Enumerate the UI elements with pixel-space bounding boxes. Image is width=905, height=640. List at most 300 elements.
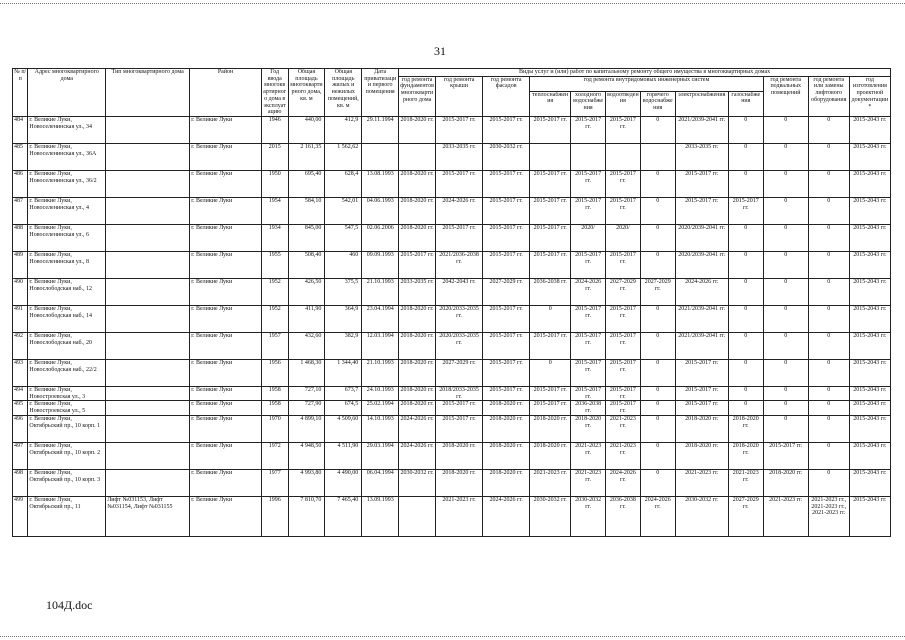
cell-year-built: 1957 xyxy=(261,333,288,360)
cell-hot: 0 xyxy=(640,469,675,496)
cell-house-type xyxy=(106,469,190,496)
cell-cold: 2015-2017 гг. xyxy=(571,333,606,360)
cell-no: 484 xyxy=(13,117,28,144)
cell-no: 487 xyxy=(13,198,28,225)
cell-sewer: 2021-2023 гг. xyxy=(606,415,641,442)
cell-elevator: 0 xyxy=(808,387,849,401)
cell-year-built: 1950 xyxy=(261,171,288,198)
cell-privatization: 23.04.1994 xyxy=(362,306,399,333)
cell-address: г. Великие Луки, Новослободская наб., 14 xyxy=(28,306,106,333)
cell-house-type xyxy=(106,387,190,401)
cell-hot xyxy=(640,144,675,171)
cell-gas: 2018-2020 гг. xyxy=(728,442,763,469)
cell-house-type xyxy=(106,225,190,252)
cell-fund: 2024-2026 гг. xyxy=(399,442,436,469)
cell-gas: 0 xyxy=(728,306,763,333)
cell-basement: 0 xyxy=(763,306,808,333)
cell-cold: 2024-2026 гг. xyxy=(571,279,606,306)
cell-facade: 2015-2017 гг. xyxy=(483,387,530,401)
cell-elevator: 0 xyxy=(808,401,849,415)
cell-cold: 2015-2017 гг. xyxy=(571,360,606,387)
cell-total-area: 695,40 xyxy=(288,171,325,198)
cell-basement: 0 xyxy=(763,144,808,171)
cell-basement: 0 xyxy=(763,279,808,306)
cell-roof: 2027-2029 гг. xyxy=(436,360,483,387)
cell-address: г. Великие Луки, Октябрьский пр., 10 корп. 3 xyxy=(28,469,106,496)
cell-year-built: 1952 xyxy=(261,279,288,306)
col-header-systems-group: год ремонта внутридомовых инженерных систем xyxy=(530,76,763,91)
cell-facade: 2015-2017 гг. xyxy=(483,225,530,252)
cell-sewer: 2015-2017 гг. xyxy=(606,401,641,415)
cell-docs: 2015-2043 гг. xyxy=(849,252,890,279)
cell-elevator: 0 xyxy=(808,333,849,360)
cell-basement: 0 xyxy=(763,252,808,279)
cell-elec: 2015-2017 гг. xyxy=(675,171,728,198)
cell-total-area: 426,50 xyxy=(288,279,325,306)
cell-district: г. Великие Луки xyxy=(190,387,262,401)
cell-docs: 2015-2043 гг. xyxy=(849,279,890,306)
cell-docs: 2015-2043 гг. xyxy=(849,496,890,536)
col-header-heat: теплоснабжения xyxy=(530,91,571,116)
cell-house-type xyxy=(106,252,190,279)
cell-roof: 2018-2020 гг. xyxy=(436,442,483,469)
cell-privatization: 21.10.1993 xyxy=(362,279,399,306)
cell-docs: 2015-2043 гг. xyxy=(849,469,890,496)
cell-elevator: 0 xyxy=(808,442,849,469)
cell-district: г. Великие Луки xyxy=(190,306,262,333)
cell-privatization: 13.08.1993 xyxy=(362,171,399,198)
col-header-services-group: Виды услуг и (или) работ по капитальному ремонту общего имущества в многоквартирных домах xyxy=(399,69,891,77)
cell-cold: 2015-2017 гг. xyxy=(571,198,606,225)
cell-house-type: Лифт №031153, Лифт №031154, Лифт №031155 xyxy=(106,496,190,536)
cell-total-area: 584,10 xyxy=(288,198,325,225)
cell-no: 496 xyxy=(13,415,28,442)
cell-privatization: 06.04.1994 xyxy=(362,469,399,496)
cell-no: 498 xyxy=(13,469,28,496)
cell-no: 495 xyxy=(13,401,28,415)
cell-district: г. Великие Луки xyxy=(190,279,262,306)
cell-elec: 2021/2039-2041 гг. xyxy=(675,333,728,360)
cell-hot: 0 xyxy=(640,306,675,333)
col-header-sewer: водоотведения xyxy=(606,91,641,116)
cell-elevator: 0 xyxy=(808,279,849,306)
cell-heat: 2030-2032 гг. xyxy=(530,496,571,536)
cell-living-area: 674,5 xyxy=(325,401,362,415)
cell-facade: 2015-2017 гг. xyxy=(483,360,530,387)
cell-hot: 0 xyxy=(640,198,675,225)
cell-year-built: 1954 xyxy=(261,198,288,225)
col-header-address: Адрес многоквартирного дома xyxy=(28,69,106,117)
cell-basement: 0 xyxy=(763,225,808,252)
cell-privatization: 29.03.1994 xyxy=(362,442,399,469)
cell-privatization: 02.06.2006 xyxy=(362,225,399,252)
cell-no: 486 xyxy=(13,171,28,198)
cell-heat: 0 xyxy=(530,360,571,387)
cell-heat: 2021-2023 гг. xyxy=(530,469,571,496)
cell-facade: 2024-2026 гг. xyxy=(483,496,530,536)
cell-hot: 2027-2029 гг. xyxy=(640,279,675,306)
cell-docs: 2015-2043 гг. xyxy=(849,171,890,198)
cell-hot: 0 xyxy=(640,401,675,415)
cell-cold: 2018-2020 гг. xyxy=(571,415,606,442)
cell-living-area: 4 511,90 xyxy=(325,442,362,469)
cell-gas: 0 xyxy=(728,252,763,279)
cell-gas: 2015-2017 гг. xyxy=(728,198,763,225)
cell-elevator: 0 xyxy=(808,225,849,252)
table-row xyxy=(13,117,891,144)
cell-docs: 2015-2043 гг. xyxy=(849,117,890,144)
cell-docs: 2015-2043 гг. xyxy=(849,333,890,360)
cell-cold: 2015-2017 гг. xyxy=(571,252,606,279)
cell-fund: 2018-2020 гг. xyxy=(399,171,436,198)
cell-gas: 0 xyxy=(728,333,763,360)
cell-elec: 2015-2017 гг. xyxy=(675,198,728,225)
col-header-year-built: Год ввода многоквартирного дома в эксплуатацию xyxy=(263,69,287,116)
cell-hot: 0 xyxy=(640,225,675,252)
cell-privatization: 04.06.1993 xyxy=(362,198,399,225)
cell-house-type xyxy=(106,415,190,442)
cell-privatization: 21.10.1993 xyxy=(362,360,399,387)
cell-year-built: 1977 xyxy=(261,469,288,496)
cell-heat xyxy=(530,144,571,171)
col-header-facade: год ремонта фасадов xyxy=(483,76,530,116)
cell-district: г. Великие Луки xyxy=(190,144,262,171)
cell-total-area: 4 948,50 xyxy=(288,442,325,469)
cell-privatization: 25.02.1994 xyxy=(362,401,399,415)
cell-hot: 0 xyxy=(640,333,675,360)
cell-privatization: 14.10.1993 xyxy=(362,415,399,442)
cell-elec: 2030-2032 гг. xyxy=(675,496,728,536)
cell-facade: 2018-2020 гг. xyxy=(483,415,530,442)
cell-gas: 2027-2029 гг. xyxy=(728,496,763,536)
cell-basement: 0 xyxy=(763,198,808,225)
cell-address: г. Великие Луки, Новослободская наб., 12 xyxy=(28,279,106,306)
cell-total-area: 727,10 xyxy=(288,387,325,401)
cell-elevator: 0 xyxy=(808,198,849,225)
cell-hot: 0 xyxy=(640,252,675,279)
cell-roof: 2015-2017 гг. xyxy=(436,225,483,252)
cell-no: 490 xyxy=(13,279,28,306)
cell-facade: 2018-2020 гг. xyxy=(483,401,530,415)
cell-living-area: 547,5 xyxy=(325,225,362,252)
cell-house-type xyxy=(106,171,190,198)
col-header-cold: холодного водоснабжения xyxy=(571,91,606,116)
col-header-privatization: Дата приватизации первого помещения xyxy=(362,69,399,117)
cell-fund: 2018-2020 гг. xyxy=(399,401,436,415)
cell-address: г. Великие Луки, Новоселенинская ул., 36А xyxy=(28,144,106,171)
cell-fund: 2018-2020 гг. xyxy=(399,387,436,401)
cell-district: г. Великие Луки xyxy=(190,415,262,442)
cell-house-type xyxy=(106,333,190,360)
cell-district: г. Великие Луки xyxy=(190,333,262,360)
cell-house-type xyxy=(106,279,190,306)
cell-living-area: 1 344,40 xyxy=(325,360,362,387)
table-row xyxy=(13,225,891,252)
col-header-roof: год ремонта крыши xyxy=(436,76,483,116)
cell-fund: 2024-2026 гг. xyxy=(399,415,436,442)
cell-elec: 2015-2017 гг. xyxy=(675,387,728,401)
cell-living-area: 673,7 xyxy=(325,387,362,401)
cell-basement: 2018-2020 гг. xyxy=(763,469,808,496)
cell-docs: 2015-2043 гг. xyxy=(849,144,890,171)
cell-living-area: 1 562,62 xyxy=(325,144,362,171)
cell-sewer: 2036-2038 гг. xyxy=(606,496,641,536)
cell-hot: 2024-2026 гг. xyxy=(640,496,675,536)
cell-roof: 2021/2036-2038 гг. xyxy=(436,252,483,279)
cell-address: г. Великие Луки, Новостроевская ул., 3 xyxy=(28,387,106,401)
cell-gas: 0 xyxy=(728,360,763,387)
cell-heat: 2018-2020 гг. xyxy=(530,442,571,469)
cell-total-area: 1 468,30 xyxy=(288,360,325,387)
cell-roof: 2015-2017 гг. xyxy=(436,415,483,442)
cell-year-built: 1946 xyxy=(261,117,288,144)
col-header-no: № п/п xyxy=(13,69,28,117)
col-header-hot: горячего водоснабжения xyxy=(640,91,675,116)
cell-basement: 0 xyxy=(763,415,808,442)
cell-cold: 2021-2023 гг. xyxy=(571,469,606,496)
col-header-elec: электроснабжения xyxy=(675,91,728,116)
cell-elec: 2020/2039-2041 гг. xyxy=(675,252,728,279)
cell-house-type xyxy=(106,401,190,415)
cell-year-built: 1958 xyxy=(261,401,288,415)
cell-district: г. Великие Луки xyxy=(190,252,262,279)
cell-fund: 2030-2032 гг. xyxy=(399,469,436,496)
cell-house-type xyxy=(106,306,190,333)
table-row xyxy=(13,279,891,306)
cell-sewer: 2015-2017 гг. xyxy=(606,117,641,144)
cell-roof: 2021-2023 гг. xyxy=(436,496,483,536)
cell-elec: 2021/2039-2041 гг. xyxy=(675,306,728,333)
cell-total-area: 727,90 xyxy=(288,401,325,415)
bottom-dotted-rule xyxy=(0,636,905,637)
cell-roof: 2018-2020 гг. xyxy=(436,469,483,496)
cell-elevator: 0 xyxy=(808,306,849,333)
cell-elevator: 0 xyxy=(808,415,849,442)
cell-docs: 2015-2043 гг. xyxy=(849,401,890,415)
table-row xyxy=(13,469,891,496)
cell-gas: 0 xyxy=(728,279,763,306)
cell-year-built: 1956 xyxy=(261,360,288,387)
cell-facade: 2018-2020 гг. xyxy=(483,442,530,469)
cell-sewer: 2015-2017 гг. xyxy=(606,171,641,198)
cell-facade: 2015-2017 гг. xyxy=(483,252,530,279)
cell-hot: 0 xyxy=(640,415,675,442)
col-header-basement: год ремонта подвальных помещений xyxy=(763,76,808,116)
table-row xyxy=(13,387,891,401)
cell-elevator: 0 xyxy=(808,360,849,387)
cell-docs: 2015-2043 гг. xyxy=(849,442,890,469)
cell-elec: 2024-2026 гг. xyxy=(675,279,728,306)
cell-roof: 2020/2033-2035 гг. xyxy=(436,306,483,333)
cell-heat: 2018-2020 гг. xyxy=(530,415,571,442)
cell-gas: 0 xyxy=(728,387,763,401)
cell-district: г. Великие Луки xyxy=(190,117,262,144)
cell-no: 499 xyxy=(13,496,28,536)
cell-sewer: 2015-2017 гг. xyxy=(606,198,641,225)
cell-gas: 0 xyxy=(728,144,763,171)
table-row xyxy=(13,171,891,198)
cell-total-area: 2 161,35 xyxy=(288,144,325,171)
cell-elec: 2021/2039-2041 гг. xyxy=(675,117,728,144)
cell-facade: 2015-2017 гг. xyxy=(483,117,530,144)
cell-living-area: 628,4 xyxy=(325,171,362,198)
table-row xyxy=(13,360,891,387)
cell-total-area: 7 810,70 xyxy=(288,496,325,536)
cell-docs: 2015-2043 гг. xyxy=(849,225,890,252)
cell-sewer: 2020/ xyxy=(606,225,641,252)
cell-living-area: 7 465,40 xyxy=(325,496,362,536)
cell-address: г. Великие Луки, Октябрьский пр., 10 корп. 2 xyxy=(28,442,106,469)
cell-gas: 0 xyxy=(728,171,763,198)
table-row xyxy=(13,442,891,469)
cell-heat: 2015-2017 гг. xyxy=(530,117,571,144)
cell-sewer: 2015-2017 гг. xyxy=(606,333,641,360)
cell-no: 493 xyxy=(13,360,28,387)
cell-total-area: 845,00 xyxy=(288,225,325,252)
cell-district: г. Великие Луки xyxy=(190,469,262,496)
top-dotted-rule xyxy=(0,3,905,4)
cell-no: 491 xyxy=(13,306,28,333)
cell-year-built: 1996 xyxy=(261,496,288,536)
cell-total-area: 508,40 xyxy=(288,252,325,279)
cell-privatization: 24.10.1993 xyxy=(362,387,399,401)
cell-district: г. Великие Луки xyxy=(190,442,262,469)
cell-basement: 2021-2023 гг. xyxy=(763,496,808,536)
cell-address: г. Великие Луки, Новослободская наб., 20 xyxy=(28,333,106,360)
cell-docs: 2015-2043 гг. xyxy=(849,306,890,333)
page-number: 31 xyxy=(434,44,446,58)
cell-living-area: 364,9 xyxy=(325,306,362,333)
cell-gas: 0 xyxy=(728,225,763,252)
cell-basement: 0 xyxy=(763,401,808,415)
cell-district: г. Великие Луки xyxy=(190,225,262,252)
cell-docs: 2015-2043 гг. xyxy=(849,415,890,442)
cell-facade: 2015-2017 гг. xyxy=(483,333,530,360)
cell-docs: 2015-2043 гг. xyxy=(849,198,890,225)
cell-privatization: 13.09.1993 xyxy=(362,496,399,536)
cell-total-area: 4 993,80 xyxy=(288,469,325,496)
cell-address: г. Великие Луки, Октябрьский пр., 11 xyxy=(28,496,106,536)
cell-address: г. Великие Луки, Новоселенинская ул., 36/2 xyxy=(28,171,106,198)
cell-elevator: 0 xyxy=(808,469,849,496)
cell-address: г. Великие Луки, Новослободская наб., 22/2 xyxy=(28,360,106,387)
cell-roof: 2024-2026 гг. xyxy=(436,198,483,225)
cell-no: 488 xyxy=(13,225,28,252)
table-body xyxy=(13,117,891,537)
cell-cold: 2020/ xyxy=(571,225,606,252)
cell-fund: 2015-2017 гг. xyxy=(399,252,436,279)
cell-facade: 2027-2029 гг. xyxy=(483,279,530,306)
table-row xyxy=(13,496,891,536)
cell-no: 492 xyxy=(13,333,28,360)
cell-heat: 2015-2017 гг. xyxy=(530,252,571,279)
cell-sewer xyxy=(606,144,641,171)
cell-docs: 2015-2043 гг. xyxy=(849,387,890,401)
cell-elevator: 0 xyxy=(808,252,849,279)
cell-living-area: 542,01 xyxy=(325,198,362,225)
cell-elec: 2015-2017 гг. xyxy=(675,401,728,415)
cell-total-area: 411,90 xyxy=(288,306,325,333)
cell-facade: 2015-2017 гг. xyxy=(483,306,530,333)
cell-roof: 2020/2033-2035 гг. xyxy=(436,333,483,360)
cell-no: 497 xyxy=(13,442,28,469)
cell-cold: 2030-2032 гг. xyxy=(571,496,606,536)
cell-roof: 2015-2017 гг. xyxy=(436,401,483,415)
cell-roof: 2015-2017 гг. xyxy=(436,171,483,198)
cell-fund: 2018-2020 гг. xyxy=(399,225,436,252)
cell-basement: 0 xyxy=(763,360,808,387)
cell-sewer: 2015-2017 гг. xyxy=(606,306,641,333)
cell-living-area: 412,9 xyxy=(325,117,362,144)
cell-district: г. Великие Луки xyxy=(190,496,262,536)
capital-repair-table xyxy=(12,68,891,537)
cell-privatization: 09.09.1993 xyxy=(362,252,399,279)
cell-total-area: 440,00 xyxy=(288,117,325,144)
col-header-living-area: Общая площадь жилых и нежилых помещений, кв. м xyxy=(325,69,362,117)
cell-address: г. Великие Луки, Октябрьский пр., 10 корп. 1 xyxy=(28,415,106,442)
cell-privatization xyxy=(362,144,399,171)
cell-hot: 0 xyxy=(640,117,675,144)
cell-hot: 0 xyxy=(640,171,675,198)
cell-year-built: 1952 xyxy=(261,306,288,333)
cell-basement: 2015-2017 гг. xyxy=(763,442,808,469)
cell-heat: 2015-2017 гг. xyxy=(530,171,571,198)
cell-elevator: 0 xyxy=(808,117,849,144)
cell-roof: 2042-2043 гг. xyxy=(436,279,483,306)
cell-district: г. Великие Луки xyxy=(190,401,262,415)
cell-heat: 2015-2017 гг. xyxy=(530,401,571,415)
cell-district: г. Великие Луки xyxy=(190,198,262,225)
cell-no: 485 xyxy=(13,144,28,171)
cell-heat: 2036-2038 гг. xyxy=(530,279,571,306)
cell-total-area: 4 899,10 xyxy=(288,415,325,442)
cell-fund: 2018-2020 гг. xyxy=(399,360,436,387)
cell-fund: 2033-2035 гг. xyxy=(399,279,436,306)
table-row xyxy=(13,252,891,279)
cell-cold: 2015-2017 гг. xyxy=(571,171,606,198)
cell-gas: 2021-2023 гг. xyxy=(728,469,763,496)
table-row xyxy=(13,333,891,360)
col-header-gas: газоснабжения xyxy=(728,91,763,116)
cell-heat: 2015-2017 гг. xyxy=(530,333,571,360)
cell-house-type xyxy=(106,360,190,387)
cell-facade: 2015-2017 гг. xyxy=(483,198,530,225)
cell-basement: 0 xyxy=(763,117,808,144)
cell-hot: 0 xyxy=(640,442,675,469)
cell-no: 494 xyxy=(13,387,28,401)
cell-fund: 2018-2020 гг. xyxy=(399,117,436,144)
cell-basement: 0 xyxy=(763,387,808,401)
cell-gas: 0 xyxy=(728,401,763,415)
cell-year-built: 1958 xyxy=(261,387,288,401)
col-header-fund: год ремонта фундаментов многоквартирного дома xyxy=(399,76,436,116)
cell-roof: 2033-2035 гг. xyxy=(436,144,483,171)
col-header-total-area: Общая площадь многоквартирного дома, кв. м xyxy=(288,69,325,117)
cell-elevator: 0 xyxy=(808,144,849,171)
cell-living-area: 375,5 xyxy=(325,279,362,306)
cell-fund xyxy=(399,496,436,536)
cell-hot: 0 xyxy=(640,360,675,387)
cell-fund: 2018-2020 гг. xyxy=(399,306,436,333)
cell-living-area: 4 509,60 xyxy=(325,415,362,442)
cell-heat: 2015-2017 гг. xyxy=(530,225,571,252)
cell-facade: 2030-2032 гг. xyxy=(483,144,530,171)
cell-roof: 2015-2017 гг. xyxy=(436,117,483,144)
cell-basement: 0 xyxy=(763,171,808,198)
cell-privatization: 12.03.1994 xyxy=(362,333,399,360)
col-header-house-type: Тип многоквартирного дома xyxy=(106,69,190,117)
cell-cold xyxy=(571,144,606,171)
